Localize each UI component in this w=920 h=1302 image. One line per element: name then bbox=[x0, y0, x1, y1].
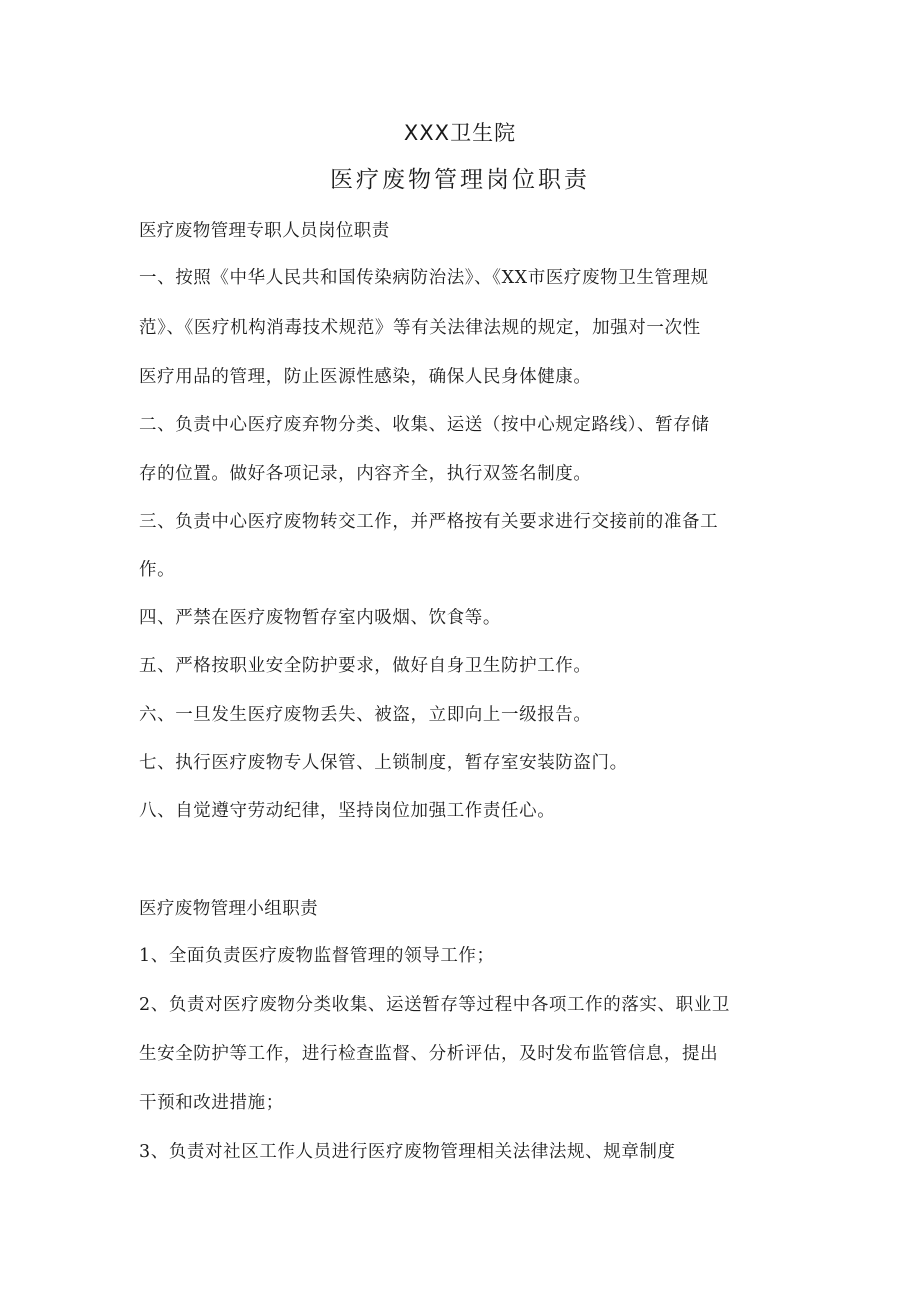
section2-heading: 医疗废物管理小组职责 bbox=[139, 899, 318, 919]
section1-line: 六、一旦发生医疗废物丢失、被盗，立即向上一级报告。 bbox=[139, 705, 592, 725]
document-title: XXX卫生院 bbox=[403, 121, 517, 145]
section1-heading: 医疗废物管理专职人员岗位职责 bbox=[139, 221, 390, 241]
section2-line: 3、负责对社区工作人员进行医疗废物管理相关法律法规、规章制度 bbox=[139, 1142, 676, 1162]
section1-line: 作。 bbox=[139, 560, 176, 580]
section1-line: 七、执行医疗废物专人保管、上锁制度，暂存室安装防盗门。 bbox=[139, 753, 628, 773]
section1-line: 五、严格按职业安全防护要求，做好自身卫生防护工作。 bbox=[139, 656, 592, 676]
section1-line: 八、自觉遵守劳动纪律，坚持岗位加强工作责任心。 bbox=[139, 801, 556, 821]
document-subtitle: 医疗废物管理岗位职责 bbox=[330, 167, 590, 193]
section1-line: 范》、《医疗机构消毒技术规范》等有关法律法规的规定，加强对一次性 bbox=[139, 318, 701, 338]
section2-line: 生安全防护等工作，进行检查监督、分析评估，及时发布监管信息，提出 bbox=[139, 1044, 719, 1064]
section1-line: 二、负责中心医疗废弃物分类、收集、运送（按中心规定路线）、暂存储 bbox=[139, 415, 710, 435]
section2-line: 1、全面负责医疗废物监督管理的领导工作； bbox=[139, 946, 495, 966]
section1-line: 存的位置。做好各项记录，内容齐全，执行双签名制度。 bbox=[139, 464, 592, 484]
section1-line: 一、按照《中华人民共和国传染病防治法》、《XX市医疗废物卫生管理规 bbox=[139, 268, 709, 288]
section2-line: 干预和改进措施； bbox=[139, 1093, 284, 1113]
section1-line: 医疗用品的管理，防止医源性感染，确保人民身体健康。 bbox=[139, 367, 592, 387]
section1-line: 四、严禁在医疗废物暂存室内吸烟、饮食等。 bbox=[139, 608, 501, 628]
section2-line: 2、负责对医疗废物分类收集、运送暂存等过程中各项工作的落实、职业卫 bbox=[139, 995, 730, 1015]
section1-line: 三、负责中心医疗废物转交工作，并严格按有关要求进行交接前的准备工 bbox=[139, 512, 719, 532]
